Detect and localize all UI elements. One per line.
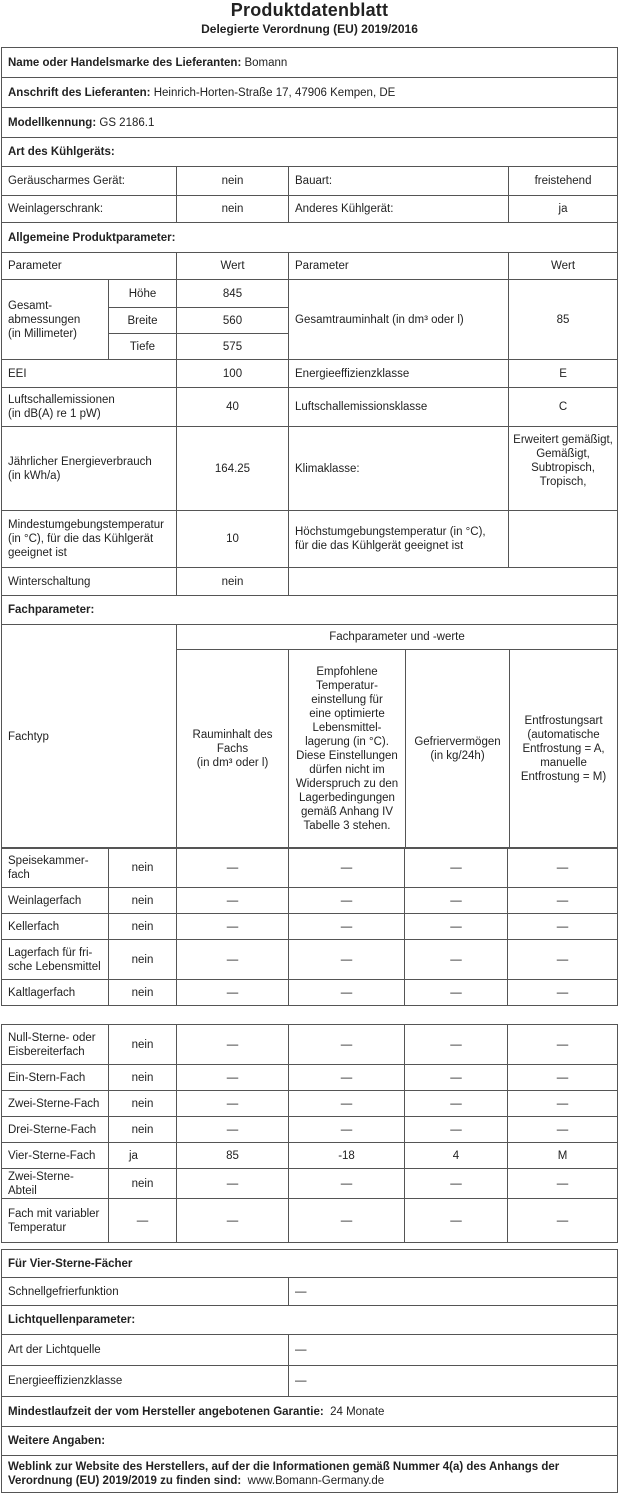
compartment-present-cell: nein bbox=[109, 1169, 177, 1199]
compartment-defrost-cell: — bbox=[508, 848, 618, 888]
compartment-freeze-cell: — bbox=[405, 1091, 508, 1117]
compartment-temp-cell: -18 bbox=[289, 1143, 405, 1169]
compartment-table-a bbox=[1, 847, 618, 1006]
compartment-freeze-cell: — bbox=[405, 1169, 508, 1199]
compartment-temp-cell: — bbox=[289, 940, 405, 980]
light-source-heading: Lichtquellenparameter: bbox=[2, 1306, 618, 1335]
compartment-defrost-cell: — bbox=[508, 940, 618, 980]
compartment-volume-cell: — bbox=[177, 888, 289, 914]
compartment-name-cell: Weinlagerfach bbox=[2, 888, 109, 914]
compartment-name-cell: Drei-Sterne-Fach bbox=[2, 1117, 109, 1143]
compartment-present-cell: nein bbox=[109, 888, 177, 914]
noise-row: Luftschallemissionen (in dB(A) re 1 pW) 40 Luftschallemissionsklasse C bbox=[2, 388, 618, 427]
compartment-freeze-cell: — bbox=[405, 940, 508, 980]
total-volume-value: 85 bbox=[509, 280, 618, 360]
compartment-row bbox=[2, 914, 618, 940]
compartment-name-cell: Vier-Sterne-Fach bbox=[2, 1143, 109, 1169]
compartment-present-cell: nein bbox=[109, 914, 177, 940]
compartment-present-cell: nein bbox=[109, 848, 177, 888]
compartment-freeze-cell: — bbox=[405, 1199, 508, 1243]
weblink-row: Weblink zur Website des Herstellers, auf der die Informationen gemäß Nummer 4(a) des Anhangs der Verordnung (EU) 2019/2019 zu finden sind: www.Bomann-Germany.de bbox=[2, 1456, 618, 1493]
compartment-name-cell: Ein-Stern-Fach bbox=[2, 1065, 109, 1091]
energy-row: Jährlicher Energieverbrauch (in kWh/a) 164.25 Klimaklasse: Erweitert gemäßigt, Gemäßigt, Subtropisch, Tropisch, bbox=[2, 427, 618, 511]
dimension-row: Tiefe 575 bbox=[2, 334, 618, 360]
compartment-volume-cell: — bbox=[177, 914, 289, 940]
compartment-row bbox=[2, 1199, 618, 1243]
compartment-defrost-cell: M bbox=[508, 1143, 618, 1169]
compartment-volume-cell: — bbox=[177, 1091, 289, 1117]
compartment-params-heading: Fachparameter: bbox=[2, 596, 618, 625]
compartment-present-cell: — bbox=[109, 1199, 177, 1243]
compartment-table-b bbox=[1, 1024, 618, 1243]
product-data-table bbox=[1, 47, 618, 849]
compartment-present-cell: nein bbox=[109, 1091, 177, 1117]
supplier-name-row: Name oder Handelsmarke des Lieferanten: Bomann bbox=[2, 48, 618, 78]
compartment-row bbox=[2, 1065, 618, 1091]
compartment-freeze-cell: — bbox=[405, 848, 508, 888]
compartment-present-cell: nein bbox=[109, 940, 177, 980]
model-id-row: Modellkennung: GS 2186.1 bbox=[2, 108, 618, 138]
compartment-temp-cell: — bbox=[289, 914, 405, 940]
compartment-freeze-cell: — bbox=[405, 914, 508, 940]
compartment-temp-cell: — bbox=[289, 1169, 405, 1199]
compartment-volume-cell: — bbox=[177, 848, 289, 888]
compartment-defrost-cell: — bbox=[508, 1091, 618, 1117]
compartment-name-cell: Zwei-Sterne-Fach bbox=[2, 1091, 109, 1117]
compartment-row bbox=[2, 888, 618, 914]
ambient-temp-row: Mindestumgebungstemperatur (in °C), für die das Kühlgerät geeignet ist 10 Höchstumgebungstemperatur (in °C), für die das Kühlgerät geeignet ist bbox=[2, 511, 618, 568]
total-volume-label: Gesamtrauminhalt (in dm³ oder l) bbox=[289, 280, 509, 360]
compartment-name-cell: Null-Sterne- oder Eisbereiterfach bbox=[2, 1025, 109, 1065]
compartment-freeze-cell: — bbox=[405, 888, 508, 914]
compartment-volume-cell: 85 bbox=[177, 1143, 289, 1169]
compartment-freeze-cell: — bbox=[405, 980, 508, 1006]
light-type-row: Art der Lichtquelle — bbox=[2, 1335, 618, 1366]
compartment-freeze-cell: — bbox=[405, 1065, 508, 1091]
compartment-row bbox=[2, 940, 618, 980]
appliance-type-heading: Art des Kühlgeräts: bbox=[2, 138, 618, 167]
compartment-volume-cell: — bbox=[177, 1025, 289, 1065]
compartment-row bbox=[2, 1169, 618, 1199]
compartment-row bbox=[2, 848, 618, 888]
quick-freeze-row: Schnellgefrierfunktion — bbox=[2, 1278, 618, 1306]
compartment-group-header: Fachtyp Fachparameter und -werte bbox=[2, 625, 618, 650]
compartment-freeze-cell: 4 bbox=[405, 1143, 508, 1169]
compartment-name-cell: Fach mit variabler Temperatur bbox=[2, 1199, 109, 1243]
compartment-row bbox=[2, 1025, 618, 1065]
compartment-volume-cell: — bbox=[177, 1169, 289, 1199]
compartment-temp-cell: — bbox=[289, 980, 405, 1006]
weblink-url[interactable]: www.Bomann-Germany.de bbox=[247, 1475, 385, 1487]
four-star-heading: Für Vier-Sterne-Fächer bbox=[2, 1250, 618, 1278]
compartment-defrost-cell: — bbox=[508, 1199, 618, 1243]
compartment-present-cell: ja bbox=[109, 1143, 177, 1169]
compartment-volume-cell: — bbox=[177, 1065, 289, 1091]
compartment-temp-cell: — bbox=[289, 1117, 405, 1143]
compartment-name-cell: Kellerfach bbox=[2, 914, 109, 940]
compartment-freeze-cell: — bbox=[405, 1025, 508, 1065]
compartment-volume-cell: — bbox=[177, 980, 289, 1006]
compartment-present-cell: nein bbox=[109, 1117, 177, 1143]
type-row: Geräuscharmes Gerät: nein Bauart: freistehend bbox=[2, 167, 618, 196]
dimensions-label: Gesamt- abmessungen (in Millimeter) bbox=[2, 280, 109, 360]
compartment-temp-cell: — bbox=[289, 1025, 405, 1065]
general-header-row: Parameter Wert Parameter Wert bbox=[2, 253, 618, 280]
eei-row: EEI 100 Energieeffizienzklasse E bbox=[2, 360, 618, 388]
winter-row: Winterschaltung nein bbox=[2, 568, 618, 596]
page-title: Produktdatenblatt bbox=[230, 0, 389, 20]
compartment-row bbox=[2, 980, 618, 1006]
compartment-name-cell: Speisekammer- fach bbox=[2, 848, 109, 888]
supplier-address-row: Anschrift des Lieferanten: Heinrich-Horten-Straße 17, 47906 Kempen, DE bbox=[2, 78, 618, 108]
dimension-row: Breite 560 bbox=[2, 308, 618, 334]
compartment-present-cell: nein bbox=[109, 980, 177, 1006]
general-params-heading: Allgemeine Produktparameter: bbox=[2, 223, 618, 253]
compartment-temp-cell: — bbox=[289, 1199, 405, 1243]
type-row: Weinlagerschrank: nein Anderes Kühlgerät: ja bbox=[2, 196, 618, 223]
compartment-volume-cell: — bbox=[177, 1117, 289, 1143]
additional-info-table bbox=[1, 1249, 618, 1493]
compartment-temp-cell: — bbox=[289, 1091, 405, 1117]
compartment-temp-cell: — bbox=[289, 888, 405, 914]
compartment-defrost-cell: — bbox=[508, 980, 618, 1006]
compartment-row bbox=[2, 1143, 618, 1169]
light-class-row: Energieeffizienzklasse — bbox=[2, 1366, 618, 1397]
compartment-name-cell: Lagerfach für fri- sche Lebensmittel bbox=[2, 940, 109, 980]
compartment-defrost-cell: — bbox=[508, 1065, 618, 1091]
compartment-temp-cell: — bbox=[289, 848, 405, 888]
compartment-volume-cell: — bbox=[177, 1199, 289, 1243]
compartment-name-cell: Kaltlagerfach bbox=[2, 980, 109, 1006]
compartment-defrost-cell: — bbox=[508, 1117, 618, 1143]
more-info-heading: Weitere Angaben: bbox=[2, 1427, 618, 1456]
compartment-row bbox=[2, 1091, 618, 1117]
dimension-row: Gesamt- abmessungen (in Millimeter) Höhe 845 Gesamtrauminhalt (in dm³ oder l) 85 bbox=[2, 280, 618, 308]
compartment-defrost-cell: — bbox=[508, 888, 618, 914]
compartment-freeze-cell: — bbox=[405, 1117, 508, 1143]
page-subtitle: Delegierte Verordnung (EU) 2019/2016 bbox=[201, 22, 418, 36]
compartment-defrost-cell: — bbox=[508, 1169, 618, 1199]
compartment-type-header: Fachtyp bbox=[2, 625, 177, 849]
compartment-present-cell: nein bbox=[109, 1065, 177, 1091]
compartment-temp-cell: — bbox=[289, 1065, 405, 1091]
compartment-defrost-cell: — bbox=[508, 914, 618, 940]
compartment-name-cell: Zwei-Sterne-Abteil bbox=[2, 1169, 109, 1199]
compartment-defrost-cell: — bbox=[508, 1025, 618, 1065]
compartment-row bbox=[2, 1117, 618, 1143]
compartment-volume-cell: — bbox=[177, 940, 289, 980]
compartment-column-headers: Rauminhalt des Fachs (in dm³ oder l) Empfohlene Temperatur- einstellung für eine optimierte Lebensmittel- lagerung (in °C). Diese Einstellungen dürfen nicht im Widerspruch zu den Lagerbedingungen gemäß Anhang IV Tabelle 3 stehen. Gefriervermögen (in kg/24h) Entfrostungsart (automatische Entfrostung = A, manuelle Entfrostung = M) bbox=[2, 650, 618, 849]
warranty-row: Mindestlaufzeit der vom Hersteller angebotenen Garantie: 24 Monate bbox=[2, 1397, 618, 1427]
compartment-present-cell: nein bbox=[109, 1025, 177, 1065]
